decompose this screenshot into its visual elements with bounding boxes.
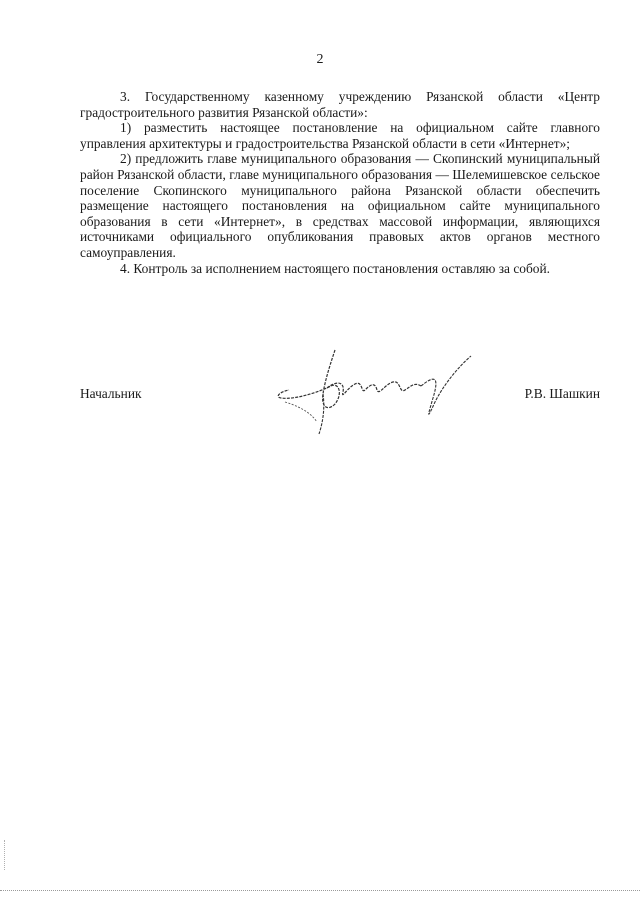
- page-number: 2: [316, 52, 324, 67]
- paragraph-item-4: 4. Контроль за исполнением настоящего постановления оставляю за собой.: [120, 260, 551, 276]
- signatory-name: Р.В. Шашкин: [524, 386, 600, 401]
- handwritten-signature-icon: [265, 342, 485, 442]
- scan-artifact: [4, 840, 7, 870]
- document-body: [80, 89, 600, 276]
- signature-block: [80, 372, 600, 442]
- paragraph-subitem-1: 1) разместить настоящее постановление на официальном сайте главного управления архитектуры и градостроительства Рязанской области в сети «Интернет»;: [80, 120, 600, 151]
- paragraph-subitem-2: 2) предложить главе муниципального образования — Скопинский муниципальный район Рязанской области, главе муниципального образования — Шелемишевское сельское поселение Скопинского муниципального района Рязанской области обеспечить размещение настоящего постановления на официальном сайте муниципального образования в сети «Интернет», в средствах массовой информации, являющихся источниками официального опубликования правовых актов органов местного самоуправления.: [80, 151, 600, 260]
- page-bottom-edge: [0, 890, 640, 891]
- paragraph-item-3: 3. Государственному казенному учреждению Рязанской области «Центр градостроительного развития Рязанской области»:: [80, 89, 600, 120]
- signatory-position: Начальник: [80, 386, 142, 401]
